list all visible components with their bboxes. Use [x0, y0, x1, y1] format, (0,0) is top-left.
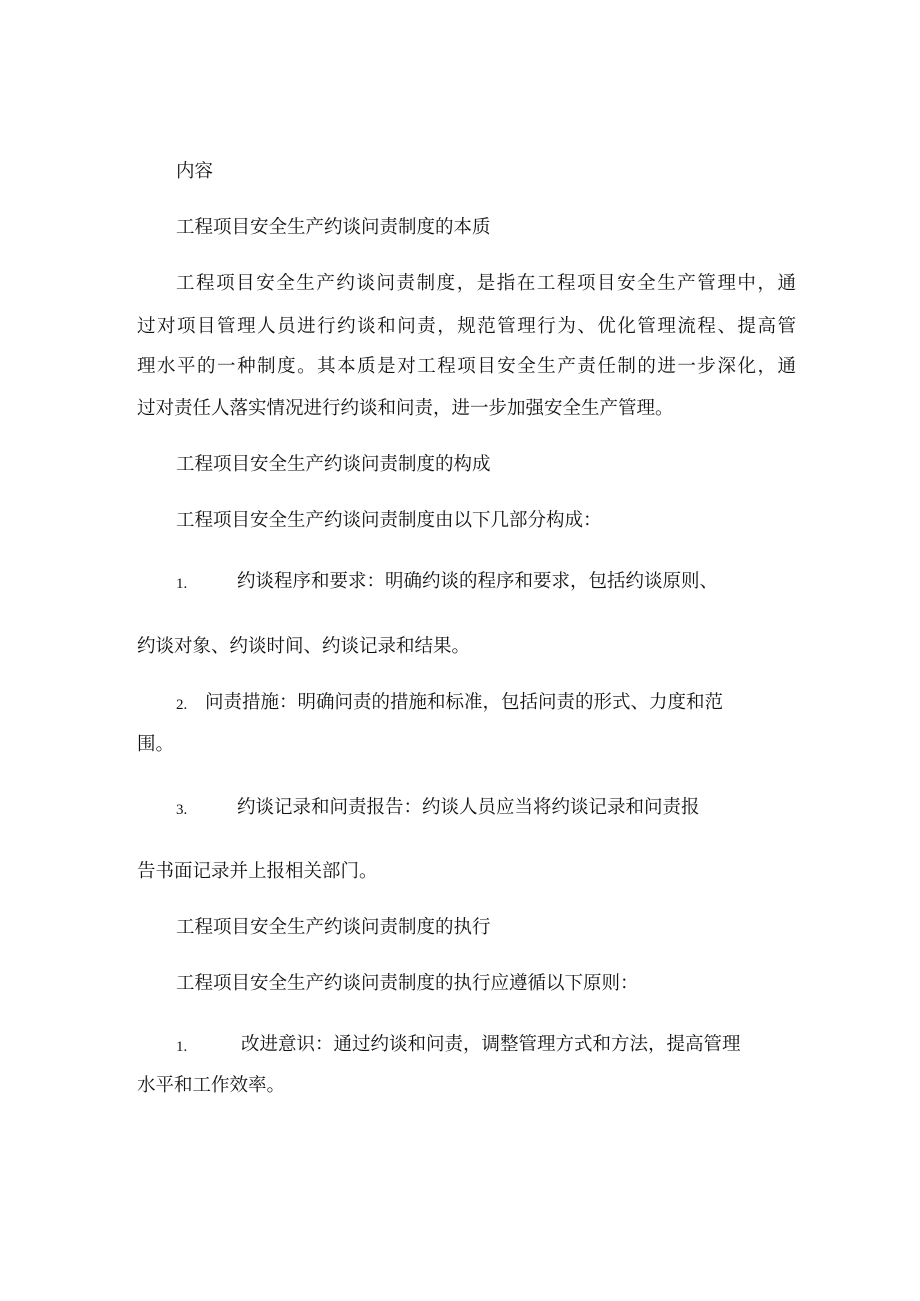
list-item-text: 改进意识：通过约谈和问责，调整管理方式和方法，提高管理 — [241, 1034, 741, 1055]
section-heading-composition: 工程项目安全生产约谈问责制度的构成 — [176, 454, 491, 475]
list-item-number: 3. — [176, 802, 188, 818]
paragraph-line: 过对责任人落实情况进行约谈和问责，进一步加强安全生产管理。 — [137, 398, 674, 419]
list-item-text: 告书面记录并上报相关部门。 — [137, 861, 378, 882]
list-item-text: 围。 — [137, 734, 175, 755]
execution-intro: 工程项目安全生产约谈问责制度的执行应遵循以下原则： — [176, 973, 639, 994]
section-heading-execution: 工程项目安全生产约谈问责制度的执行 — [176, 917, 491, 938]
list-item-text: 约谈记录和问责报告：约谈人员应当将约谈记录和问责报 — [237, 797, 700, 818]
content-heading: 内容 — [176, 161, 214, 182]
list-item-number: 1. — [176, 576, 188, 592]
paragraph-line: 过对项目管理人员进行约谈和问责，规范管理行为、优化管理流程、提高管 — [137, 316, 796, 337]
paragraph-line: 理水平的一种制度。其本质是对工程项目安全生产责任制的进一步深化，通 — [137, 356, 796, 377]
list-item-text: 水平和工作效率。 — [137, 1075, 286, 1096]
list-item-text: 约谈对象、约谈时间、约谈记录和结果。 — [137, 636, 471, 657]
paragraph-line: 工程项目安全生产约谈问责制度，是指在工程项目安全生产管理中，通 — [176, 273, 796, 294]
list-item-text: 约谈程序和要求：明确约谈的程序和要求，包括约谈原则、 — [237, 571, 719, 592]
list-item-text: 问责措施：明确问责的措施和标准，包括问责的形式、力度和范 — [205, 692, 724, 713]
section-heading-essence: 工程项目安全生产约谈问责制度的本质 — [176, 217, 491, 238]
composition-intro: 工程项目安全生产约谈问责制度由以下几部分构成： — [176, 510, 602, 531]
list-item-number: 1. — [176, 1039, 188, 1055]
list-item-number: 2. — [176, 697, 188, 713]
